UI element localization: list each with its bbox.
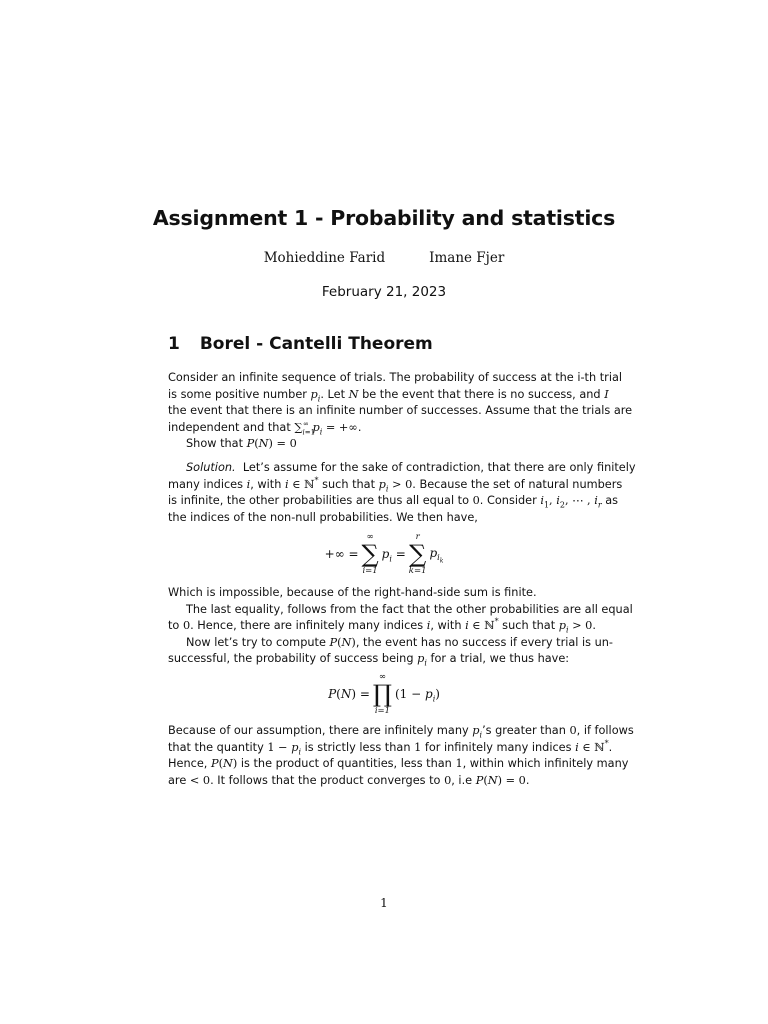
math-inline: P(N) = 0 bbox=[246, 437, 297, 450]
text-fragment: . Let bbox=[320, 387, 349, 401]
text-line bbox=[168, 460, 636, 477]
equation-lhs: P(N) = bbox=[328, 687, 370, 701]
text-line bbox=[168, 420, 602, 437]
sigma-symbol: ∑ bbox=[409, 540, 427, 568]
math-inline: i ∈ ℕ* bbox=[465, 617, 499, 632]
math-inline: $1 - p_i$ bbox=[267, 740, 301, 756]
math-inline: P(N) = 0 bbox=[475, 773, 526, 787]
math-inline: P(N) bbox=[210, 757, 238, 770]
section-number: 1 bbox=[168, 334, 180, 354]
product-lower-limit: i=1 bbox=[374, 706, 391, 716]
text-fragment: are bbox=[168, 773, 190, 787]
problem-statement bbox=[168, 370, 633, 453]
display-equation-product bbox=[0, 672, 768, 716]
text-fragment: . bbox=[357, 420, 362, 434]
text-line bbox=[168, 635, 614, 652]
text-fragment: . Consider bbox=[479, 494, 541, 507]
text-fragment: Let’s assume for the sake of contradiction, that there are only finitely bbox=[242, 461, 636, 474]
text-fragment: independent and that bbox=[168, 420, 295, 434]
text-fragment: for infinitely many indices bbox=[421, 740, 576, 754]
text-fragment: Show that bbox=[186, 437, 247, 450]
math-inline: $p_i > 0$ bbox=[558, 619, 593, 635]
math-inline: i ∈ ℕ* bbox=[284, 475, 319, 491]
text-fragment: ’s greater than bbox=[482, 724, 570, 737]
text-fragment: for a trial, we thus have: bbox=[426, 652, 570, 665]
text-fragment: , i.e bbox=[451, 773, 476, 787]
text-line bbox=[168, 651, 602, 668]
math-inline: N bbox=[348, 387, 359, 401]
math-inline: 0 bbox=[444, 773, 452, 787]
text-fragment: Hence, bbox=[168, 757, 211, 770]
section-title: Borel - Cantelli Theorem bbox=[199, 334, 433, 354]
text-fragment: , the event has no success if every trial is un- bbox=[355, 635, 614, 649]
section-heading bbox=[168, 334, 433, 354]
math-inline: 1 bbox=[455, 757, 463, 770]
text-fragment: to bbox=[168, 619, 183, 632]
text-line bbox=[168, 387, 609, 404]
sum-operator bbox=[362, 533, 379, 576]
sum-lower-limit: i=1 bbox=[362, 566, 378, 576]
text-fragment: , with bbox=[430, 619, 466, 632]
text-fragment: as bbox=[601, 494, 619, 507]
page-number: 1 bbox=[380, 896, 388, 910]
text-fragment: is some positive number bbox=[168, 387, 311, 401]
text-fragment: . Because the set of natural numbers bbox=[412, 477, 623, 491]
text-fragment: many indices bbox=[168, 477, 247, 491]
math-inline: i ∈ ℕ* bbox=[575, 738, 609, 754]
math-inline: P(N) bbox=[329, 635, 356, 649]
text-fragment: . bbox=[608, 740, 613, 754]
text-line: the indices of the non-null probabilities. We then have, bbox=[168, 510, 478, 524]
text-line bbox=[168, 738, 613, 757]
text-line bbox=[168, 475, 623, 494]
text-line bbox=[168, 773, 602, 790]
equation-lhs: +∞ = bbox=[324, 547, 359, 561]
text-fragment: Now let’s try to compute bbox=[186, 635, 330, 649]
math-inline: 1 bbox=[414, 740, 422, 754]
text-line bbox=[168, 723, 634, 740]
math-inline: i bbox=[246, 477, 251, 491]
document-title: Assignment 1 - Probability and statistics bbox=[152, 206, 616, 230]
text-line bbox=[168, 436, 602, 453]
math-inline: 0 bbox=[472, 494, 480, 507]
text-line bbox=[168, 493, 619, 510]
text-line bbox=[168, 618, 602, 635]
text-line bbox=[168, 756, 629, 773]
text-line: the event that there is an infinite number of successes. Assume that the trials are bbox=[168, 404, 633, 417]
text-fragment: such that bbox=[498, 619, 559, 632]
math-inline: $p_i$ bbox=[310, 387, 321, 403]
document-date: February 21, 2023 bbox=[321, 284, 447, 300]
text-fragment: such that bbox=[318, 477, 379, 491]
product-upper-limit: ∞ bbox=[378, 671, 386, 682]
text-fragment: is infinite, the other probabilities are thus all equal to bbox=[168, 494, 473, 507]
text-fragment: . Hence, there are infinitely many indices bbox=[190, 619, 427, 632]
math-inline: i bbox=[426, 619, 431, 632]
solution-paragraph bbox=[168, 723, 634, 789]
math-inline-series: $\sum_{i=1}^\infty$ $p_i$ = +∞ bbox=[294, 419, 358, 436]
solution-paragraph bbox=[168, 585, 633, 668]
text-fragment: , within which infinitely many bbox=[462, 757, 629, 770]
display-equation-sum bbox=[0, 532, 768, 576]
pi-product-symbol: ∏ bbox=[372, 680, 392, 708]
text-fragment: is strictly less than bbox=[301, 740, 415, 754]
math-inline: $i_1$, $i_2$, ⋯ , $i_r$ bbox=[540, 494, 602, 510]
text-fragment: that the quantity bbox=[168, 740, 268, 754]
text-fragment: be the event that there is no success, and bbox=[358, 387, 605, 401]
sum-upper-limit: ∞ bbox=[366, 531, 374, 542]
text-fragment: successful, the probability of success being bbox=[168, 652, 418, 665]
text-fragment: , with bbox=[250, 477, 285, 491]
sum-lower-limit: k=1 bbox=[408, 566, 427, 576]
sum-upper-limit: r bbox=[415, 531, 420, 542]
math-inline: $p_i$ bbox=[472, 724, 483, 740]
equation-middle: $p_i$ = bbox=[381, 547, 406, 564]
author-list bbox=[0, 250, 768, 266]
text-fragment: . bbox=[525, 773, 530, 787]
math-inline: $p_i$ bbox=[417, 652, 427, 668]
math-inline: 0 bbox=[569, 724, 577, 737]
text-line: Which is impossible, because of the right-hand-side sum is finite. bbox=[168, 586, 537, 599]
text-line: The last equality, follows from the fact that the other probabilities are all equal bbox=[186, 602, 633, 616]
text-fragment: . It follows that the product converges to bbox=[210, 773, 445, 787]
math-inline: I bbox=[604, 387, 609, 401]
product-operator bbox=[373, 673, 392, 716]
text-fragment: is the product of quantities, less than bbox=[237, 757, 456, 770]
math-inline: $p_i > 0$ bbox=[378, 477, 413, 493]
text-fragment: Because of our assumption, there are infinitely many bbox=[168, 724, 473, 737]
math-inline: < 0 bbox=[189, 773, 211, 787]
sigma-symbol: ∑ bbox=[361, 540, 379, 568]
solution-paragraph bbox=[168, 460, 636, 526]
equation-rhs: $(1 - p_i)$ bbox=[395, 687, 440, 704]
solution-label: Solution. bbox=[186, 461, 236, 474]
math-inline: 0 bbox=[182, 619, 191, 632]
sum-operator bbox=[409, 533, 427, 576]
author-name: Imane Fjer bbox=[429, 250, 505, 266]
equation-rhs: $p_{i_k}$ bbox=[429, 546, 444, 565]
author-name: Mohieddine Farid bbox=[263, 250, 386, 266]
text-fragment: , if follows bbox=[576, 724, 634, 737]
text-line: Consider an infinite sequence of trials. The probability of success at the i-th trial bbox=[168, 371, 623, 384]
text-fragment: . bbox=[592, 619, 596, 632]
